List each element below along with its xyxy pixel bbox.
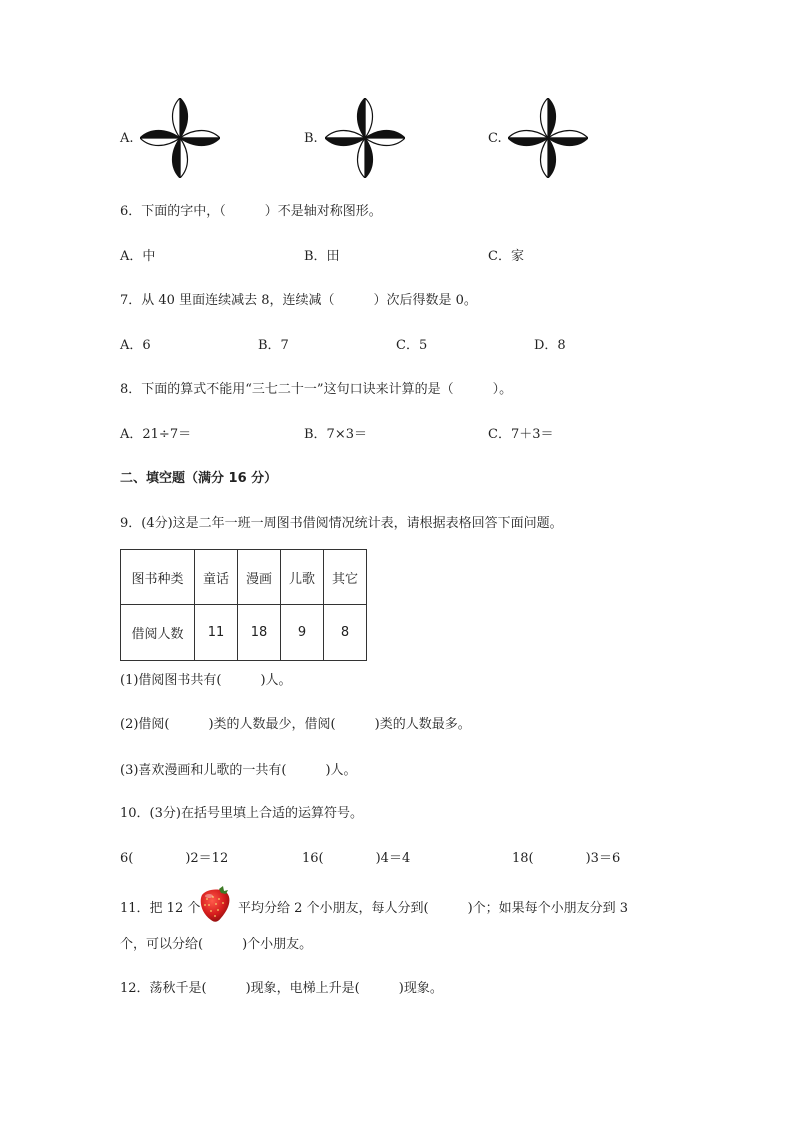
q6-option-c: C．家: [488, 249, 524, 264]
table-cell: 漫画: [238, 550, 281, 605]
q9-question: 9．(4分)这是二年一班一周图书借阅情况统计表，请根据表格回答下面问题。: [120, 516, 563, 531]
q8-option-b: B．7×3＝: [304, 427, 367, 442]
q10-item-3: 18( )3＝6: [512, 851, 621, 866]
q10-item-1: 6( )2＝12: [120, 851, 229, 866]
table-cell: 童话: [195, 550, 238, 605]
table-cell: 借阅人数: [121, 605, 195, 661]
table-cell: 其它: [324, 550, 367, 605]
table-cell: 18: [238, 605, 281, 661]
q7-option-d: D．8: [534, 338, 566, 353]
q6-option-b: B．田: [304, 249, 340, 264]
table-cell: 9: [281, 605, 324, 661]
q5-option-a-label: A.: [120, 131, 134, 146]
q7-option-b: B．7: [258, 338, 289, 353]
table-header-row: [121, 550, 367, 605]
q10-question: 10．(3分)在括号里填上合适的运算符号。: [120, 806, 363, 821]
flower-figure-c: [508, 98, 588, 178]
q8-option-c: C．7＋3＝: [488, 427, 554, 442]
q6-option-a: A．中: [120, 249, 156, 264]
q7-option-a: A．6: [120, 338, 151, 353]
section-heading: 二、填空题（满分 16 分）: [120, 471, 278, 486]
q9-sub1: (1)借阅图书共有( )人。: [120, 673, 292, 688]
flower-figure-a: [140, 98, 220, 178]
table-cell: 8: [324, 605, 367, 661]
table-cell: 儿歌: [281, 550, 324, 605]
flower-figure-b: [325, 98, 405, 178]
table-cell: 11: [195, 605, 238, 661]
q8-option-a: A．21÷7＝: [120, 427, 192, 442]
q9-sub3: (3)喜欢漫画和儿歌的一共有( )人。: [120, 763, 357, 778]
q8-question: 8．下面的算式不能用“三七二十一”这句口诀来计算的是（ ）。: [120, 382, 513, 397]
borrowing-stat-table: [120, 549, 367, 661]
q11-line1-after: 平均分给 2 个小朋友，每人分到( )个；如果每个小朋友分到 3: [238, 901, 629, 916]
table-row: [121, 605, 367, 661]
q10-item-2: 16( )4＝4: [302, 851, 411, 866]
table-cell: 图书种类: [121, 550, 195, 605]
q12-question: 12．荡秋千是( )现象，电梯上升是( )现象。: [120, 981, 443, 996]
q5-option-b-label: B.: [304, 131, 318, 146]
q6-question: 6．下面的字中，（ ）不是轴对称图形。: [120, 204, 382, 219]
q9-sub2: (2)借阅( )类的人数最少，借阅( )类的人数最多。: [120, 717, 471, 732]
q11-line2: 个，可以分给( )个小朋友。: [120, 937, 313, 952]
q5-option-c-label: C.: [488, 131, 502, 146]
q11-line1-before: 11．把 12 个: [120, 901, 201, 916]
q7-option-c: C．5: [396, 338, 428, 353]
q7-question: 7．从 40 里面连续减去 8，连续减（ ）次后得数是 0。: [120, 293, 477, 308]
strawberry-icon: [197, 885, 233, 923]
